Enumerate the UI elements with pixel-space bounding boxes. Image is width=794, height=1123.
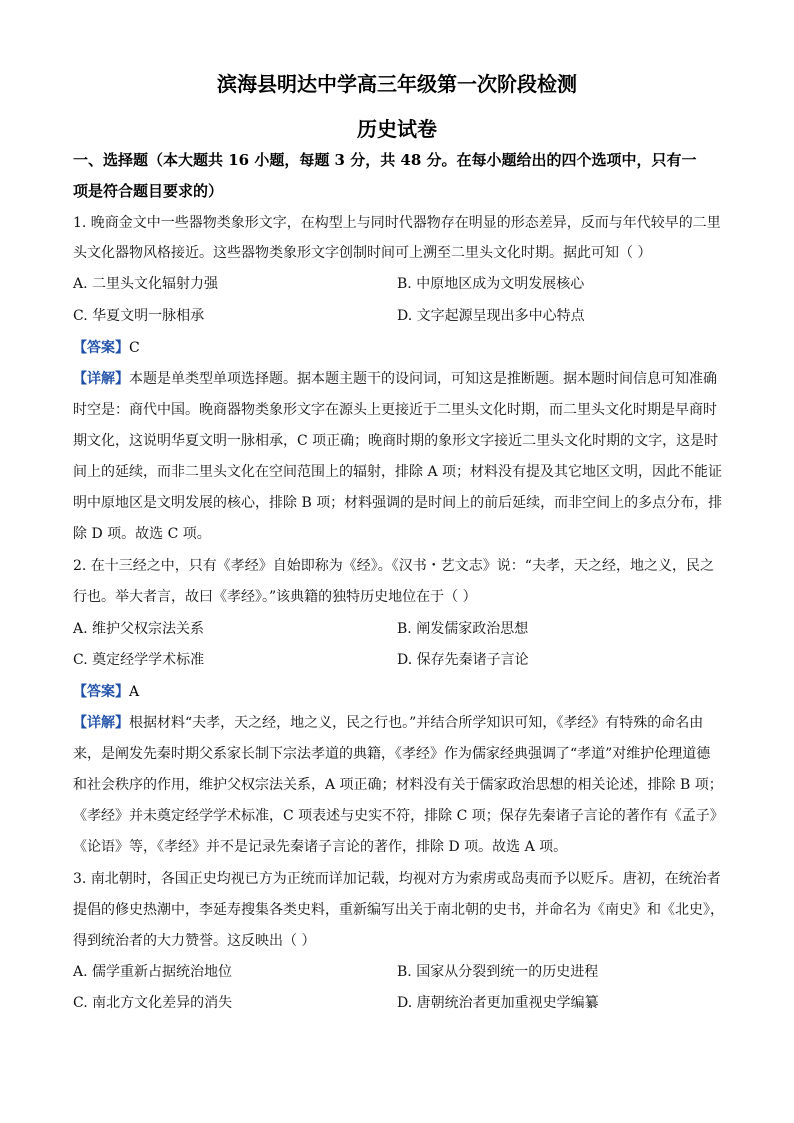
question-3-option-d: D. 唐朝统治者更加重视史学编纂 [397, 995, 599, 1011]
exam-title: 滨海县明达中学高三年级第一次阶段检测 [217, 72, 577, 96]
question-1-explanation-line-1 [73, 369, 723, 389]
explanation-label: 【详解】 [73, 715, 129, 731]
question-3-stem-line-3: 得到统治者的大力赞誉。这反映出（ ） [73, 933, 316, 949]
question-2-explanation-line-2: 来，是阐发先秦时期父系家长制下宗法孝道的典籍，《孝经》作为儒家经典强调了“孝道”对维护伦理道德 [73, 746, 711, 762]
question-1-explanation-line-2: 时空是：商代中国。晚商器物类象形文字在源头上更接近于二里头文化时期，而二里头文化时期是早商时 [73, 402, 717, 418]
explanation-label: 【详解】 [73, 371, 129, 387]
question-2-explanation-line-5: 《论语》等，《孝经》并不是记录先秦诸子言论的著作，排除 D 项。故选 A 项。 [73, 839, 568, 855]
question-1-explanation-line-6: 除 D 项。故选 C 项。 [73, 526, 211, 542]
question-2-stem-line-2: 行也。举大者言，故曰《孝经》。”该典籍的独特历史地位在于（ ） [73, 589, 477, 605]
question-2-option-a: A. 维护父权宗法关系 [73, 621, 205, 637]
exam-subtitle: 历史试卷 [357, 117, 437, 141]
explanation-text: 根据材料“夫孝，天之经，地之义，民之行也。”并结合所学知识可知，《孝经》有特殊的命名由 [129, 715, 704, 731]
question-3-stem-line-1: 3. 南北朝时，各国正史均视已方为正统而详加记载，均视对方为索虏或岛夷而予以贬斥。唐初，在统治者 [73, 871, 721, 887]
question-3-option-b: B. 国家从分裂到统一的历史进程 [397, 964, 599, 980]
question-3-option-a: A. 儒学重新占据统治地位 [73, 964, 233, 980]
question-2-stem-line-1: 2. 在十三经之中，只有《孝经》自始即称为《经》。《汉书・艺文志》说：“夫孝，天之经，地之义，民之 [73, 558, 714, 574]
question-2-explanation-line-3: 和社会秩序的作用，维护父权宗法关系，A 项正确；材料没有关于儒家政治思想的相关论述，排除 B 项； [73, 777, 723, 793]
answer-label: 【答案】 [73, 340, 129, 356]
question-1-answer [73, 338, 723, 358]
question-3-option-c: C. 南北方文化差异的消失 [73, 995, 233, 1011]
question-1-explanation-line-5: 明中原地区是文明发展的核心，排除 B 项；材料强调的是时间上的前后延续，而非空间上的多点分布，排 [73, 495, 723, 511]
question-2-answer [73, 682, 723, 702]
question-1-option-b: B. 中原地区成为文明发展核心 [397, 276, 585, 292]
question-2-option-c: C. 奠定经学学术标准 [73, 652, 205, 668]
question-2-option-d: D. 保存先秦诸子言论 [397, 652, 529, 668]
question-1-option-c: C. 华夏文明一脉相承 [73, 308, 205, 324]
question-1-stem-line-1: 1. 晚商金文中一些器物类象形文字，在构型上与同时代器物存在明显的形态差异，反而与年代较早的二里 [73, 215, 721, 231]
section-heading-line-1: 一、选择题（本大题共 16 小题，每题 3 分，共 48 分。在每小题给出的四个选项中，只有一 [73, 151, 697, 169]
answer-label: 【答案】 [73, 684, 129, 700]
question-1-explanation-line-3: 期文化，这说明华夏文明一脉相承，C 项正确；晚商时期的象形文字接近二里头文化时期的文字，这是时 [73, 433, 719, 449]
question-1-stem-line-2: 头文化器物风格接近。这些器物类象形文字创制时间可上溯至二里头文化时期。据此可知（ ） [73, 245, 652, 261]
question-2-explanation-line-4: 《孝经》并未奠定经学学术标准，C 项表述与史实不符，排除 C 项；保存先秦诸子言论的著作有《孟子》 [73, 808, 724, 824]
question-3-stem-line-2: 提倡的修史热潮中，李延寿搜集各类史料，重新编写出关于南北朝的史书，并命名为《南史》和《北史》， [73, 902, 724, 918]
answer-value: A [129, 684, 140, 700]
answer-value: C [129, 340, 140, 356]
question-1-explanation-line-4: 间上的延续，而非二里头文化在空间范围上的辐射，排除 A 项；材料没有提及其它地区文明，因此不能证 [73, 464, 723, 480]
question-1-option-a: A. 二里头文化辐射力强 [73, 276, 219, 292]
section-heading-line-2: 项是符合题目要求的） [73, 182, 224, 200]
question-2-option-b: B. 阐发儒家政治思想 [397, 621, 529, 637]
question-2-explanation-line-1 [73, 713, 723, 733]
explanation-text: 本题是单类型单项选择题。据本题主题干的设问词，可知这是推断题。据本题时间信息可知准确 [129, 371, 717, 387]
question-1-option-d: D. 文字起源呈现出多中心特点 [397, 308, 585, 324]
